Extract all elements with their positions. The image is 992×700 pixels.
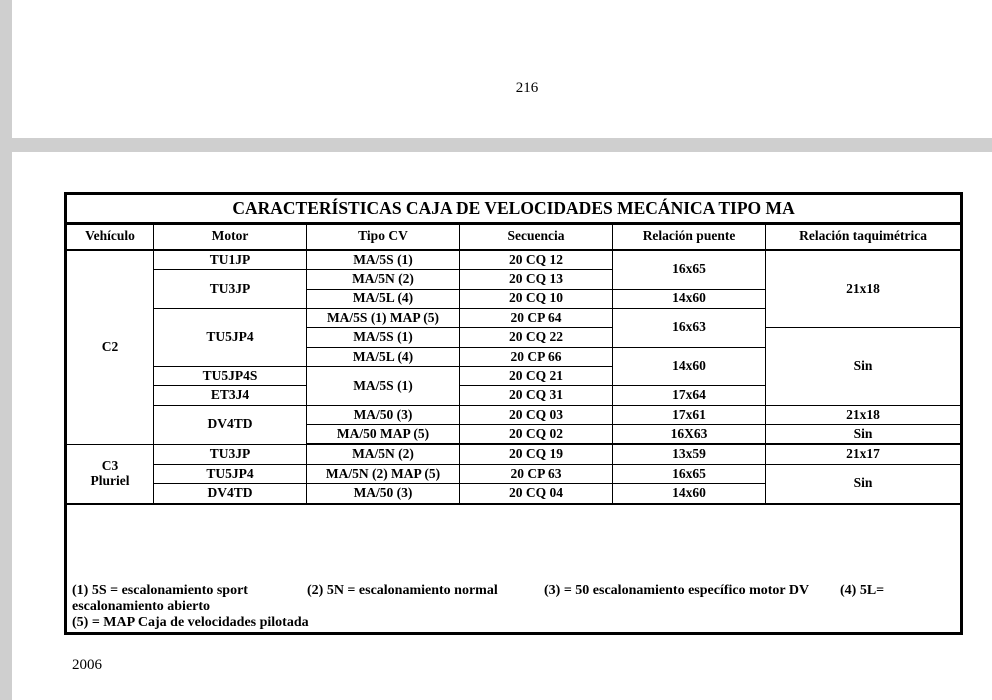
motor-cell: TU3JP [154,444,307,464]
tipo-cv-cell: MA/50 (3) [307,484,460,504]
header-cell: Vehículo [66,223,154,250]
header-cell: Tipo CV [307,223,460,250]
header-cell: Relación puente [613,223,766,250]
vehicle-cell: C2 [66,250,154,444]
relacion-puente-cell: 16X63 [613,425,766,445]
vehicle-name: C3 [101,457,119,473]
tipo-cv-cell: MA/5L (4) [307,289,460,308]
secuencia-cell: 20 CQ 19 [460,444,613,464]
note-3: (3) = 50 escalonamiento específico motor DV [544,582,810,598]
relacion-taquimetrica-cell: 21x18 [766,250,962,328]
tipo-cv-cell: MA/5N (2) [307,270,460,289]
header-row [66,223,962,250]
table-row [66,444,962,464]
relacion-puente-cell: 13x59 [613,444,766,464]
secuencia-cell: 20 CQ 03 [460,405,613,424]
motor-cell: ET3J4 [154,386,307,405]
page-number: 216 [515,80,539,96]
motor-cell: TU5JP4S [154,367,307,386]
secuencia-cell: 20 CQ 22 [460,328,613,347]
relacion-taquimetrica-cell: Sin [766,425,962,445]
note-4b: escalonamiento abierto [72,598,211,614]
secuencia-cell: 20 CQ 31 [460,386,613,405]
tipo-cv-cell: MA/5N (2) MAP (5) [307,464,460,483]
tipo-cv-cell: MA/50 MAP (5) [307,425,460,445]
relacion-taquimetrica-cell: Sin [766,328,962,405]
motor-cell: DV4TD [154,405,307,444]
table-row [66,405,962,424]
tipo-cv-cell: MA/5N (2) [307,444,460,464]
motor-cell: TU3JP [154,270,307,309]
secuencia-cell: 20 CQ 02 [460,425,613,445]
note-1: (1) 5S = escalonamiento sport [72,582,248,598]
motor-cell: TU1JP [154,250,307,270]
vehicle-variant: Pluriel [90,472,130,488]
footer-year: 2006 [72,657,102,673]
tipo-cv-cell: MA/5S (1) [307,250,460,270]
relacion-puente-cell: 14x60 [613,347,766,386]
relacion-taquimetrica-cell: 21x17 [766,444,962,464]
note-5: (5) = MAP Caja de velocidades pilotada [72,614,309,630]
motor-cell: TU5JP4 [154,309,307,367]
table-row [66,464,962,483]
note-2: (2) 5N = escalonamiento normal [307,582,498,598]
relacion-taquimetrica-cell: Sin [766,464,962,503]
table-row [66,250,962,270]
tipo-cv-cell: MA/50 (3) [307,405,460,424]
vehicle-cell [66,444,154,503]
table-title: CARACTERÍSTICAS CAJA DE VELOCIDADES MECÁNICA TIPO MA [66,194,962,224]
header-cell: Motor [154,223,307,250]
secuencia-cell: 20 CQ 04 [460,484,613,504]
motor-cell: TU5JP4 [154,464,307,483]
relacion-taquimetrica-cell: 21x18 [766,405,962,424]
secuencia-cell: 20 CQ 10 [460,289,613,308]
secuencia-cell: 20 CP 64 [460,309,613,328]
note-4a: (4) 5L= [840,582,885,598]
secuencia-cell: 20 CP 66 [460,347,613,366]
relacion-puente-cell: 14x60 [613,289,766,308]
gearbox-table [64,192,963,635]
secuencia-cell: 20 CP 63 [460,464,613,483]
relacion-puente-cell: 14x60 [613,484,766,504]
tipo-cv-cell: MA/5S (1) MAP (5) [307,309,460,328]
previous-page [12,0,992,138]
relacion-puente-cell: 17x61 [613,405,766,424]
motor-cell: DV4TD [154,484,307,504]
secuencia-cell: 20 CQ 12 [460,250,613,270]
tipo-cv-cell: MA/5L (4) [307,347,460,366]
tipo-cv-cell: MA/5S (1) [307,367,460,406]
notes-line [72,583,956,599]
header-cell: Relación taquimétrica [766,223,962,250]
secuencia-cell: 20 CQ 13 [460,270,613,289]
secuencia-cell: 20 CQ 21 [460,367,613,386]
header-cell: Secuencia [460,223,613,250]
tipo-cv-cell: MA/5S (1) [307,328,460,347]
relacion-puente-cell: 16x65 [613,250,766,289]
current-page [12,152,992,700]
notes-cell [66,504,962,634]
relacion-puente-cell: 16x63 [613,309,766,348]
relacion-puente-cell: 16x65 [613,464,766,483]
relacion-puente-cell: 17x64 [613,386,766,405]
